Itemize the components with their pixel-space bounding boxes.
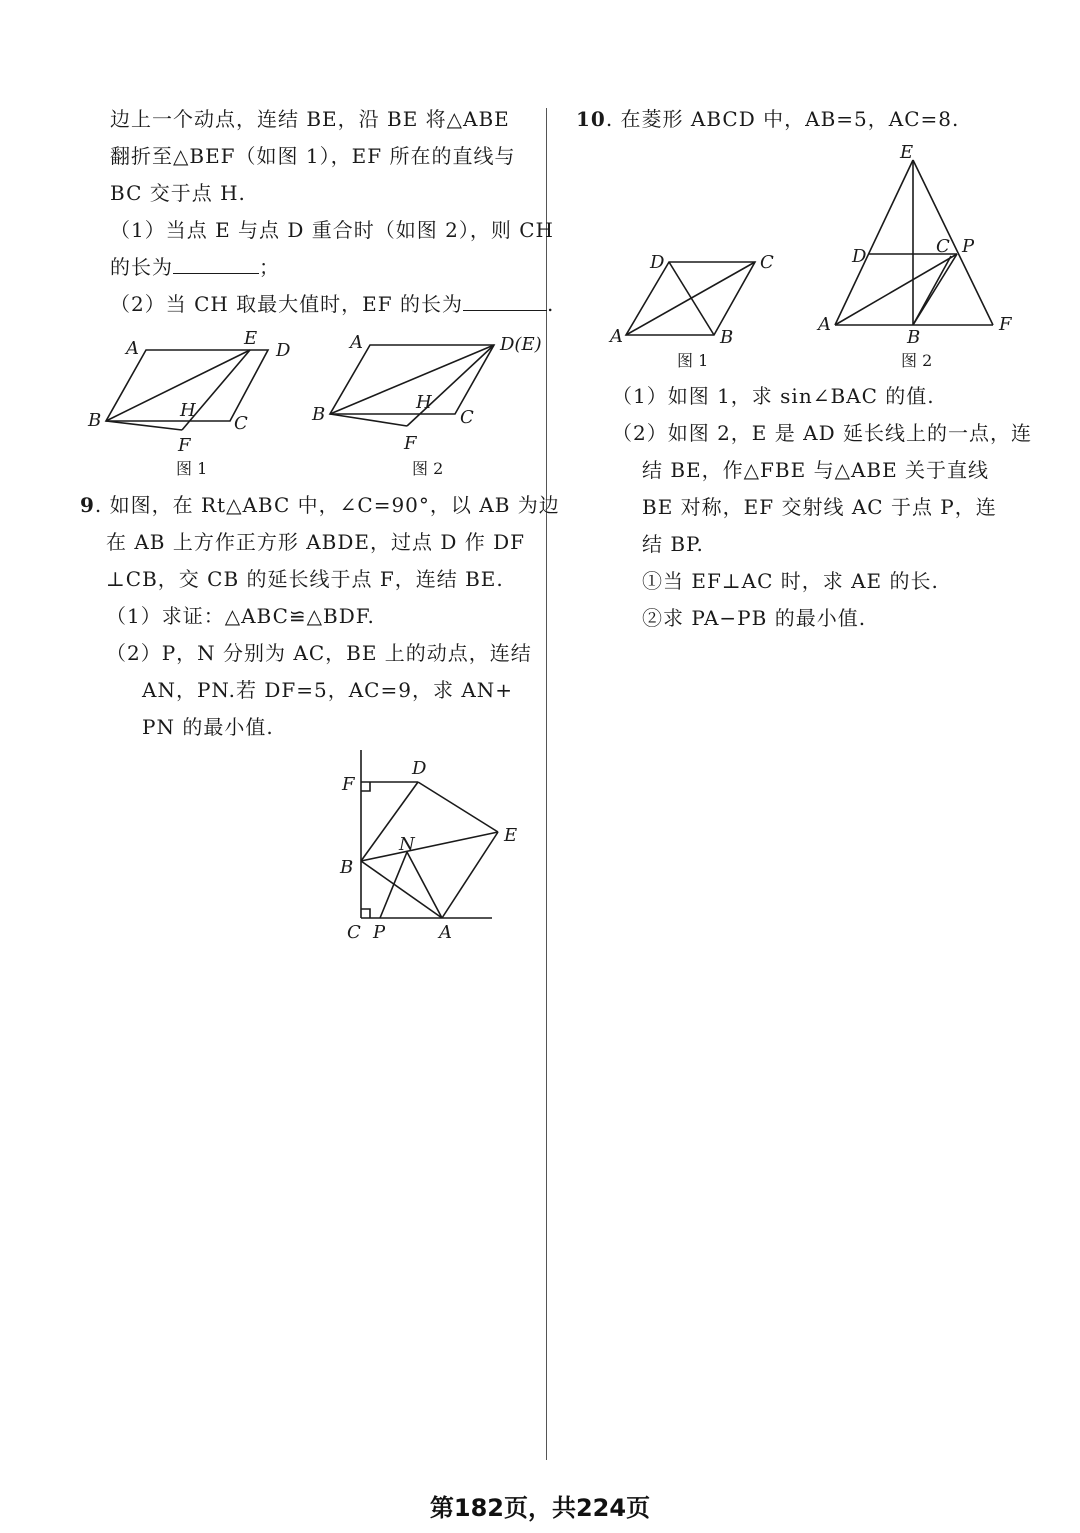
q8-part2-suffix: .: [547, 292, 555, 316]
label-A: A: [818, 314, 831, 335]
q10-part2-line3: BE 对称，EF 交射线 AC 于点 P，连: [642, 495, 997, 519]
q9-line-3: ⊥CB，交 CB 的延长线于点 F，连结 BE.: [106, 567, 504, 591]
label-B: B: [907, 327, 921, 348]
q9-part2-line3: PN 的最小值.: [142, 715, 274, 739]
label-C: C: [234, 413, 248, 434]
q10-sub2: ②求 PA−PB 的最小值.: [642, 606, 867, 630]
label-C: C: [460, 407, 474, 428]
q8-line-2: 翻折至△BEF（如图 1），EF 所在的直线与: [110, 144, 516, 168]
q10-sub1: ①当 EF⊥AC 时，求 AE 的长.: [642, 569, 939, 593]
q10-number: 10: [576, 107, 606, 131]
fig2-caption: 图 2: [412, 459, 444, 478]
label-A: A: [126, 338, 139, 359]
q8-part1-line2: [110, 254, 280, 280]
label-B: B: [340, 857, 354, 878]
label-B: B: [88, 410, 102, 431]
q9-line-1: [80, 492, 560, 518]
q10-stem-text: . 在菱形 ABCD 中，AB=5，AC=8.: [605, 107, 960, 131]
q10-fig2-caption: 图 2: [901, 351, 933, 370]
q8-line-3: BC 交于点 H.: [110, 181, 246, 205]
q8-line-1: 边上一个动点，连结 BE，沿 BE 将△ABE: [110, 107, 510, 131]
label-D: D: [276, 340, 291, 361]
q8-part2-prefix: （2）当 CH 取最大值时，EF 的长为: [110, 292, 464, 316]
q9-part1: （1）求证：△ABC≌△BDF.: [106, 604, 375, 628]
label-A: A: [350, 332, 363, 353]
label-C: C: [760, 252, 774, 273]
label-F: F: [342, 774, 355, 795]
label-C: C: [347, 922, 361, 943]
label-F: F: [178, 435, 191, 456]
q9-line-2: 在 AB 上方作正方形 ABDE，过点 D 作 DF: [106, 530, 526, 554]
label-P: P: [373, 922, 386, 943]
label-B: B: [720, 327, 734, 348]
label-E: E: [900, 142, 914, 163]
label-D: D: [650, 252, 665, 273]
q10-part2-line4: 结 BP.: [642, 532, 704, 556]
label-P: P: [962, 236, 975, 257]
q8-part1-line1: （1）当点 E 与点 D 重合时（如图 2），则 CH: [110, 218, 554, 242]
answer-blank-2[interactable]: [463, 292, 547, 311]
q9-part2-line2: AN，PN.若 DF=5，AC=9，求 AN+: [142, 678, 514, 702]
label-B: B: [312, 404, 326, 425]
q9-stem-1: . 如图，在 Rt△ABC 中，∠C=90°，以 AB 为边: [94, 493, 560, 517]
page-footer: 第182页，共224页: [429, 1494, 651, 1522]
q8-part1-prefix: 的长为: [110, 255, 173, 279]
fig1-caption: 图 1: [176, 459, 208, 478]
label-F: F: [999, 314, 1012, 335]
q10-fig1-caption: 图 1: [677, 351, 709, 370]
label-E: E: [504, 825, 518, 846]
q10-part1: （1）如图 1，求 sin∠BAC 的值.: [612, 384, 935, 408]
label-E: E: [244, 328, 258, 349]
q10-part2-line1: （2）如图 2，E 是 AD 延长线上的一点，连: [612, 421, 1032, 445]
label-D: D: [412, 758, 427, 779]
label-H: H: [180, 400, 196, 421]
label-N: N: [399, 834, 415, 855]
label-A: A: [439, 922, 452, 943]
q8-part1-suffix: ；: [259, 255, 280, 279]
q9-part2-line1: （2）P，N 分别为 AC，BE 上的动点，连结: [106, 641, 532, 665]
label-H: H: [416, 392, 432, 413]
label-DE: D(E): [500, 334, 542, 355]
label-F: F: [404, 433, 417, 454]
q8-part2-line: [110, 291, 554, 317]
label-A: A: [610, 326, 623, 347]
q10-part2-line2: 结 BE，作△FBE 与△ABE 关于直线: [642, 458, 990, 482]
answer-blank-1[interactable]: [173, 255, 259, 274]
label-D: D: [852, 246, 867, 267]
q9-number: 9: [80, 493, 95, 517]
label-C: C: [936, 236, 950, 257]
q10-stem: [576, 106, 959, 132]
